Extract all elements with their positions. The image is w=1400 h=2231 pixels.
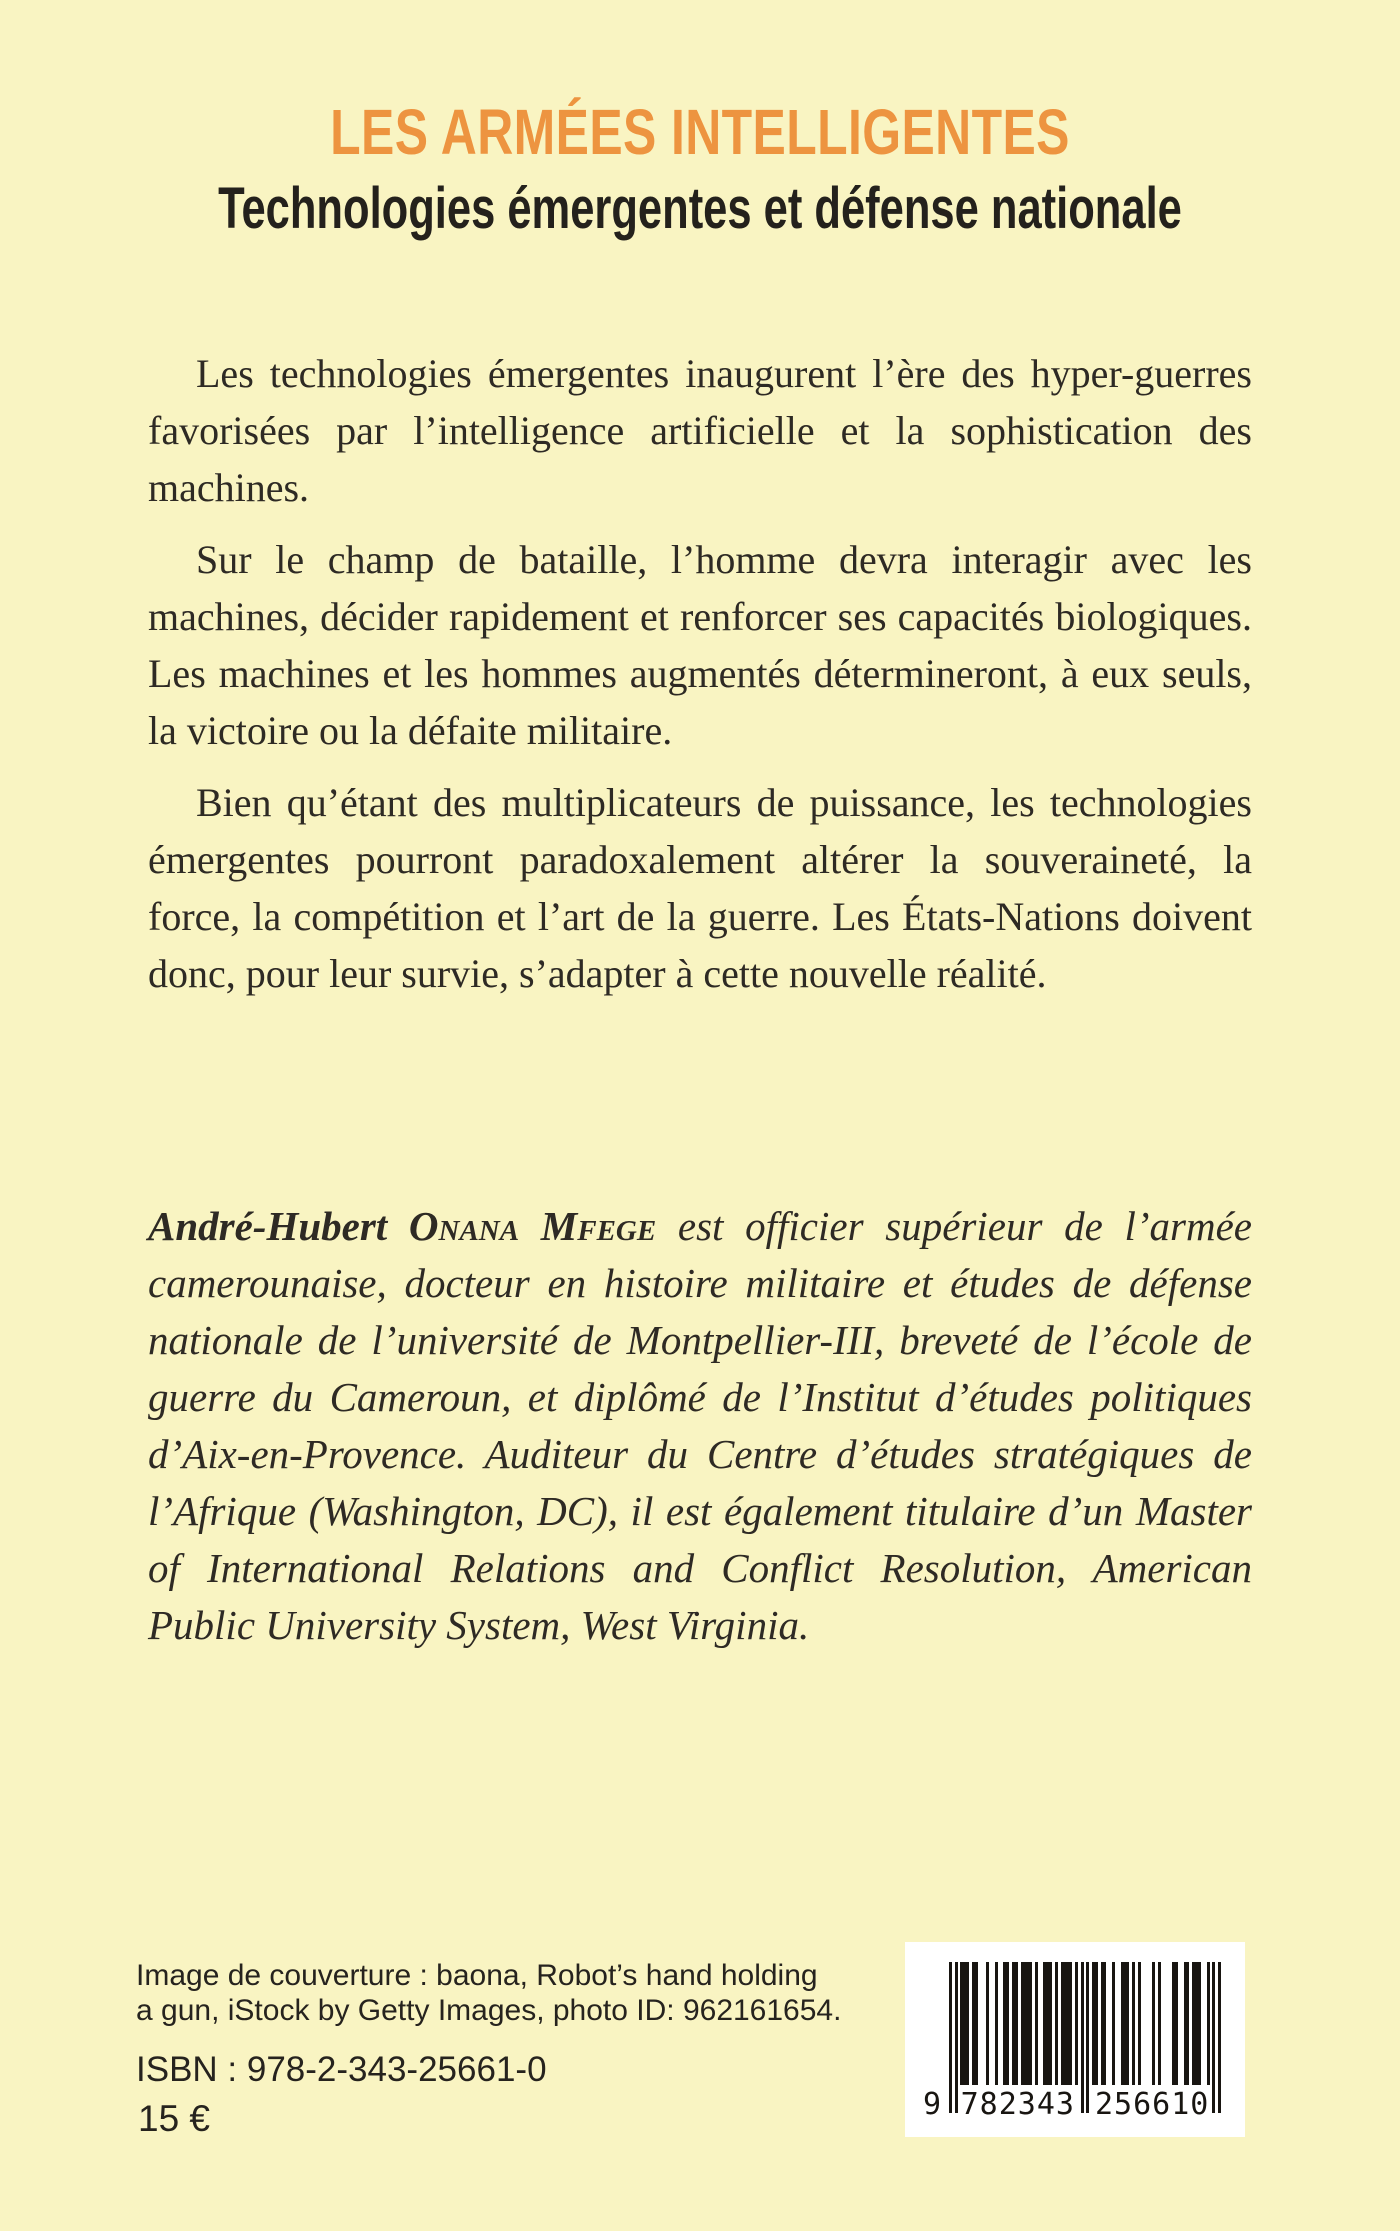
cover-credit (136, 1958, 841, 2028)
book-title: LES ARMÉES INTELLIGENTES (330, 96, 1070, 168)
barcode-bar (995, 1962, 998, 2085)
isbn-text: ISBN : 978-2-343-25661-0 (136, 2050, 547, 2089)
barcode-bar (1192, 1962, 1201, 2085)
barcode-bar (986, 1962, 989, 2085)
barcode-bar (1003, 1962, 1009, 2085)
barcode-bar (1218, 1962, 1221, 2113)
barcode-bar (1112, 1962, 1115, 2085)
barcode-bar (1172, 1962, 1178, 2085)
barcode-bar (1184, 1962, 1190, 2085)
barcode-digits-right: 256610 (1094, 2087, 1210, 2122)
barcode-bar (972, 1962, 978, 2085)
price-text: 15 € (138, 2098, 211, 2139)
barcode-bar (1158, 1962, 1161, 2085)
barcode-bar (1132, 1962, 1135, 2085)
barcode-bar (1207, 1962, 1210, 2085)
barcode-bar (1012, 1962, 1018, 2085)
synopsis-paragraph-3: Bien qu’étant des multiplicateurs de puissance, les technologies émergentes pourront paradoxalement altérer la souveraineté, la force, la compétition et l’art de la guerre. Les États-Nations doivent donc, pour leur survie, s’adapter à cette nouvelle réalité. (148, 780, 1252, 996)
author-name-smallcaps: Onana Mfege (408, 1203, 657, 1249)
barcode-bar (960, 1962, 969, 2085)
barcode-bar (1212, 1962, 1215, 2113)
author-bio-section (148, 1198, 1252, 1654)
barcode-bar (1121, 1962, 1130, 2085)
barcode-bar (1092, 1962, 1098, 2085)
synopsis-paragraph-1: Les technologies émergentes inaugurent l’ère des hyper-guerres favorisées par l’intelligence artificielle et la sophistication des machines. (148, 351, 1252, 510)
barcode-bar (949, 1962, 952, 2113)
barcode-bar (1081, 1962, 1084, 2113)
barcode-bar (1043, 1962, 1052, 2085)
barcode-bar (1035, 1962, 1038, 2085)
cover-credit-line-1: Image de couverture : baona, Robot’s hand holding (136, 1959, 818, 1992)
barcode-bar (1138, 1962, 1141, 2085)
synopsis (148, 345, 1252, 1017)
author-bio-text: est officier supérieur de l’armée camerounaise, docteur en histoire militaire et études de défense nationale de l’université de Montpellier-III, breveté de l’école de guerre du Cameroun, et diplômé de l’Institut d’études politiques d’Aix-en-Provence. Auditeur du Centre d’études stratégiques de l’Afrique (Washington, DC), il est également titulaire d’un Master of International Relations and Conflict Resolution, American Public University System, West Virginia. (148, 1203, 1252, 1648)
barcode-bar (1075, 1962, 1078, 2085)
author-name-prefix: André-Hubert (148, 1203, 409, 1249)
synopsis-paragraph-2: Sur le champ de bataille, l’homme devra interagir avec les machines, décider rapidement et renforcer ses capacités biologiques. Les machines et les hommes augmentés détermineront, à eux seuls, la victoire ou la défaite militaire. (148, 537, 1252, 753)
barcode-bar (1061, 1962, 1072, 2085)
barcode-digits-left: 782343 (960, 2087, 1075, 2122)
barcode-bar (1152, 1962, 1155, 2085)
book-subtitle: Technologies émergentes et défense nationale (218, 176, 1182, 241)
author-bio-paragraph (148, 1198, 1252, 1654)
barcode-bar (1101, 1962, 1107, 2085)
barcode-digit-first: 9 (922, 2087, 942, 2122)
barcode (905, 1942, 1245, 2137)
barcode-bar (1086, 1962, 1089, 2113)
barcode-bar (1055, 1962, 1058, 2085)
header (0, 96, 1400, 242)
barcode-bars (922, 1962, 1221, 2122)
cover-credit-line-2: a gun, iStock by Getty Images, photo ID: 962161654. (136, 1994, 842, 2027)
barcode-bar (1021, 1962, 1032, 2085)
